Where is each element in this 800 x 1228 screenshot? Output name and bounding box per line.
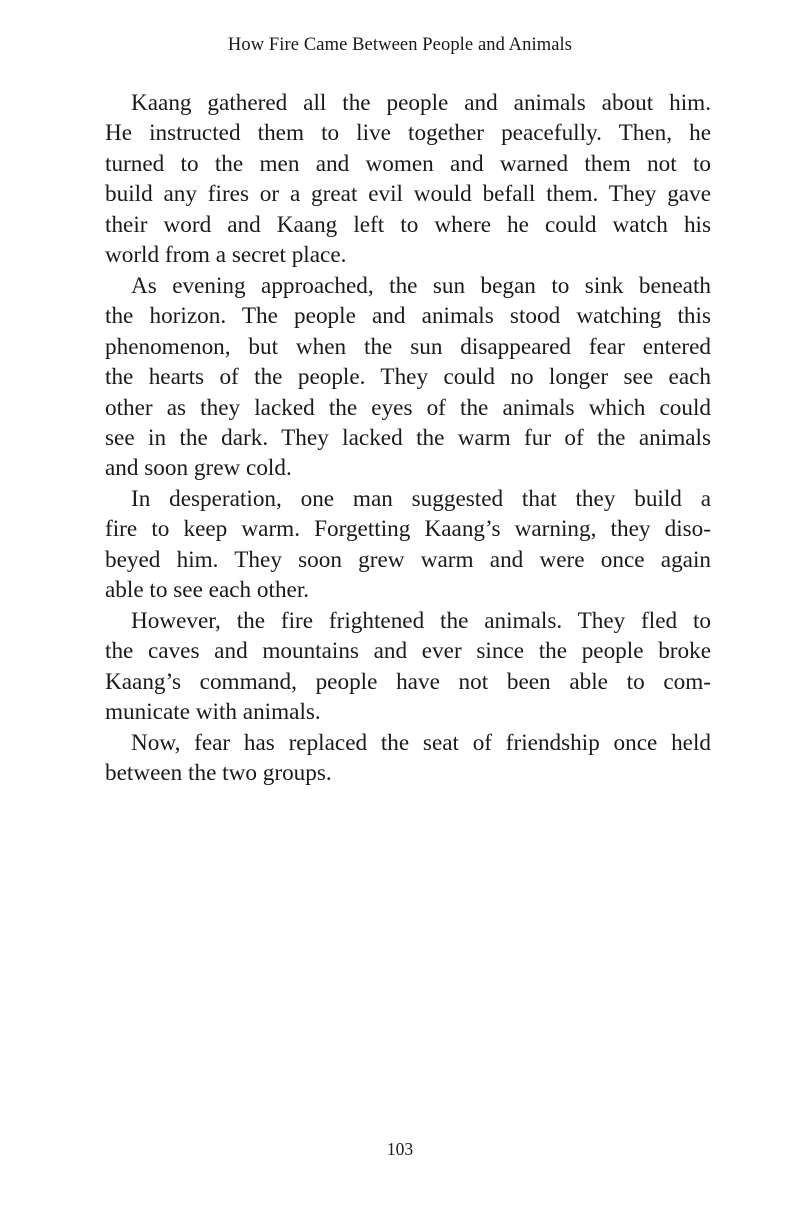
body-text bbox=[105, 88, 711, 788]
paragraph bbox=[105, 271, 711, 484]
text-line: Now, fear has replaced the seat of friendship once held bbox=[131, 729, 711, 756]
text-line: In desperation, one man suggested that they build a bbox=[131, 485, 711, 512]
text-line: beyed him. They soon grew warm and were once again bbox=[105, 546, 711, 573]
text-line: As evening approached, the sun began to sink beneath bbox=[131, 272, 711, 299]
text-line: fire to keep warm. Forgetting Kaang’s warning, they diso- bbox=[105, 516, 711, 543]
text-line: able to see each other. bbox=[105, 577, 310, 604]
paragraph bbox=[105, 484, 711, 606]
text-line: Kaang gathered all the people and animals about him. bbox=[131, 90, 711, 116]
text-line: see in the dark. They lacked the warm fur of the animals bbox=[105, 424, 711, 451]
text-line: municate with animals. bbox=[105, 699, 321, 726]
page-number: 103 bbox=[386, 1139, 414, 1159]
text-line: He instructed them to live together peacefully. Then, he bbox=[105, 120, 711, 147]
text-line: build any fires or a great evil would befall them. They gave bbox=[105, 181, 711, 208]
text-line: their word and Kaang left to where he could watch his bbox=[105, 211, 711, 238]
text-line: the caves and mountains and ever since the people broke bbox=[105, 638, 711, 665]
text-line: phenomenon, but when the sun disappeared fear entered bbox=[105, 333, 711, 360]
text-line: the horizon. The people and animals stood watching this bbox=[105, 303, 711, 330]
text-line: world from a secret place. bbox=[105, 242, 347, 269]
text-line: However, the fire frightened the animals. They fled to bbox=[131, 607, 711, 634]
text-line: between the two groups. bbox=[105, 759, 332, 786]
text-line: turned to the men and women and warned them not to bbox=[105, 150, 711, 177]
running-head: How Fire Came Between People and Animals bbox=[227, 35, 573, 55]
text-line: other as they lacked the eyes of the animals which could bbox=[105, 394, 711, 421]
paragraph bbox=[105, 606, 711, 728]
paragraph bbox=[105, 728, 711, 789]
paragraph bbox=[105, 88, 711, 271]
text-line: and soon grew cold. bbox=[105, 455, 292, 482]
text-line: Kaang’s command, people have not been able to com- bbox=[105, 668, 711, 695]
text-line: the hearts of the people. They could no longer see each bbox=[105, 364, 711, 391]
